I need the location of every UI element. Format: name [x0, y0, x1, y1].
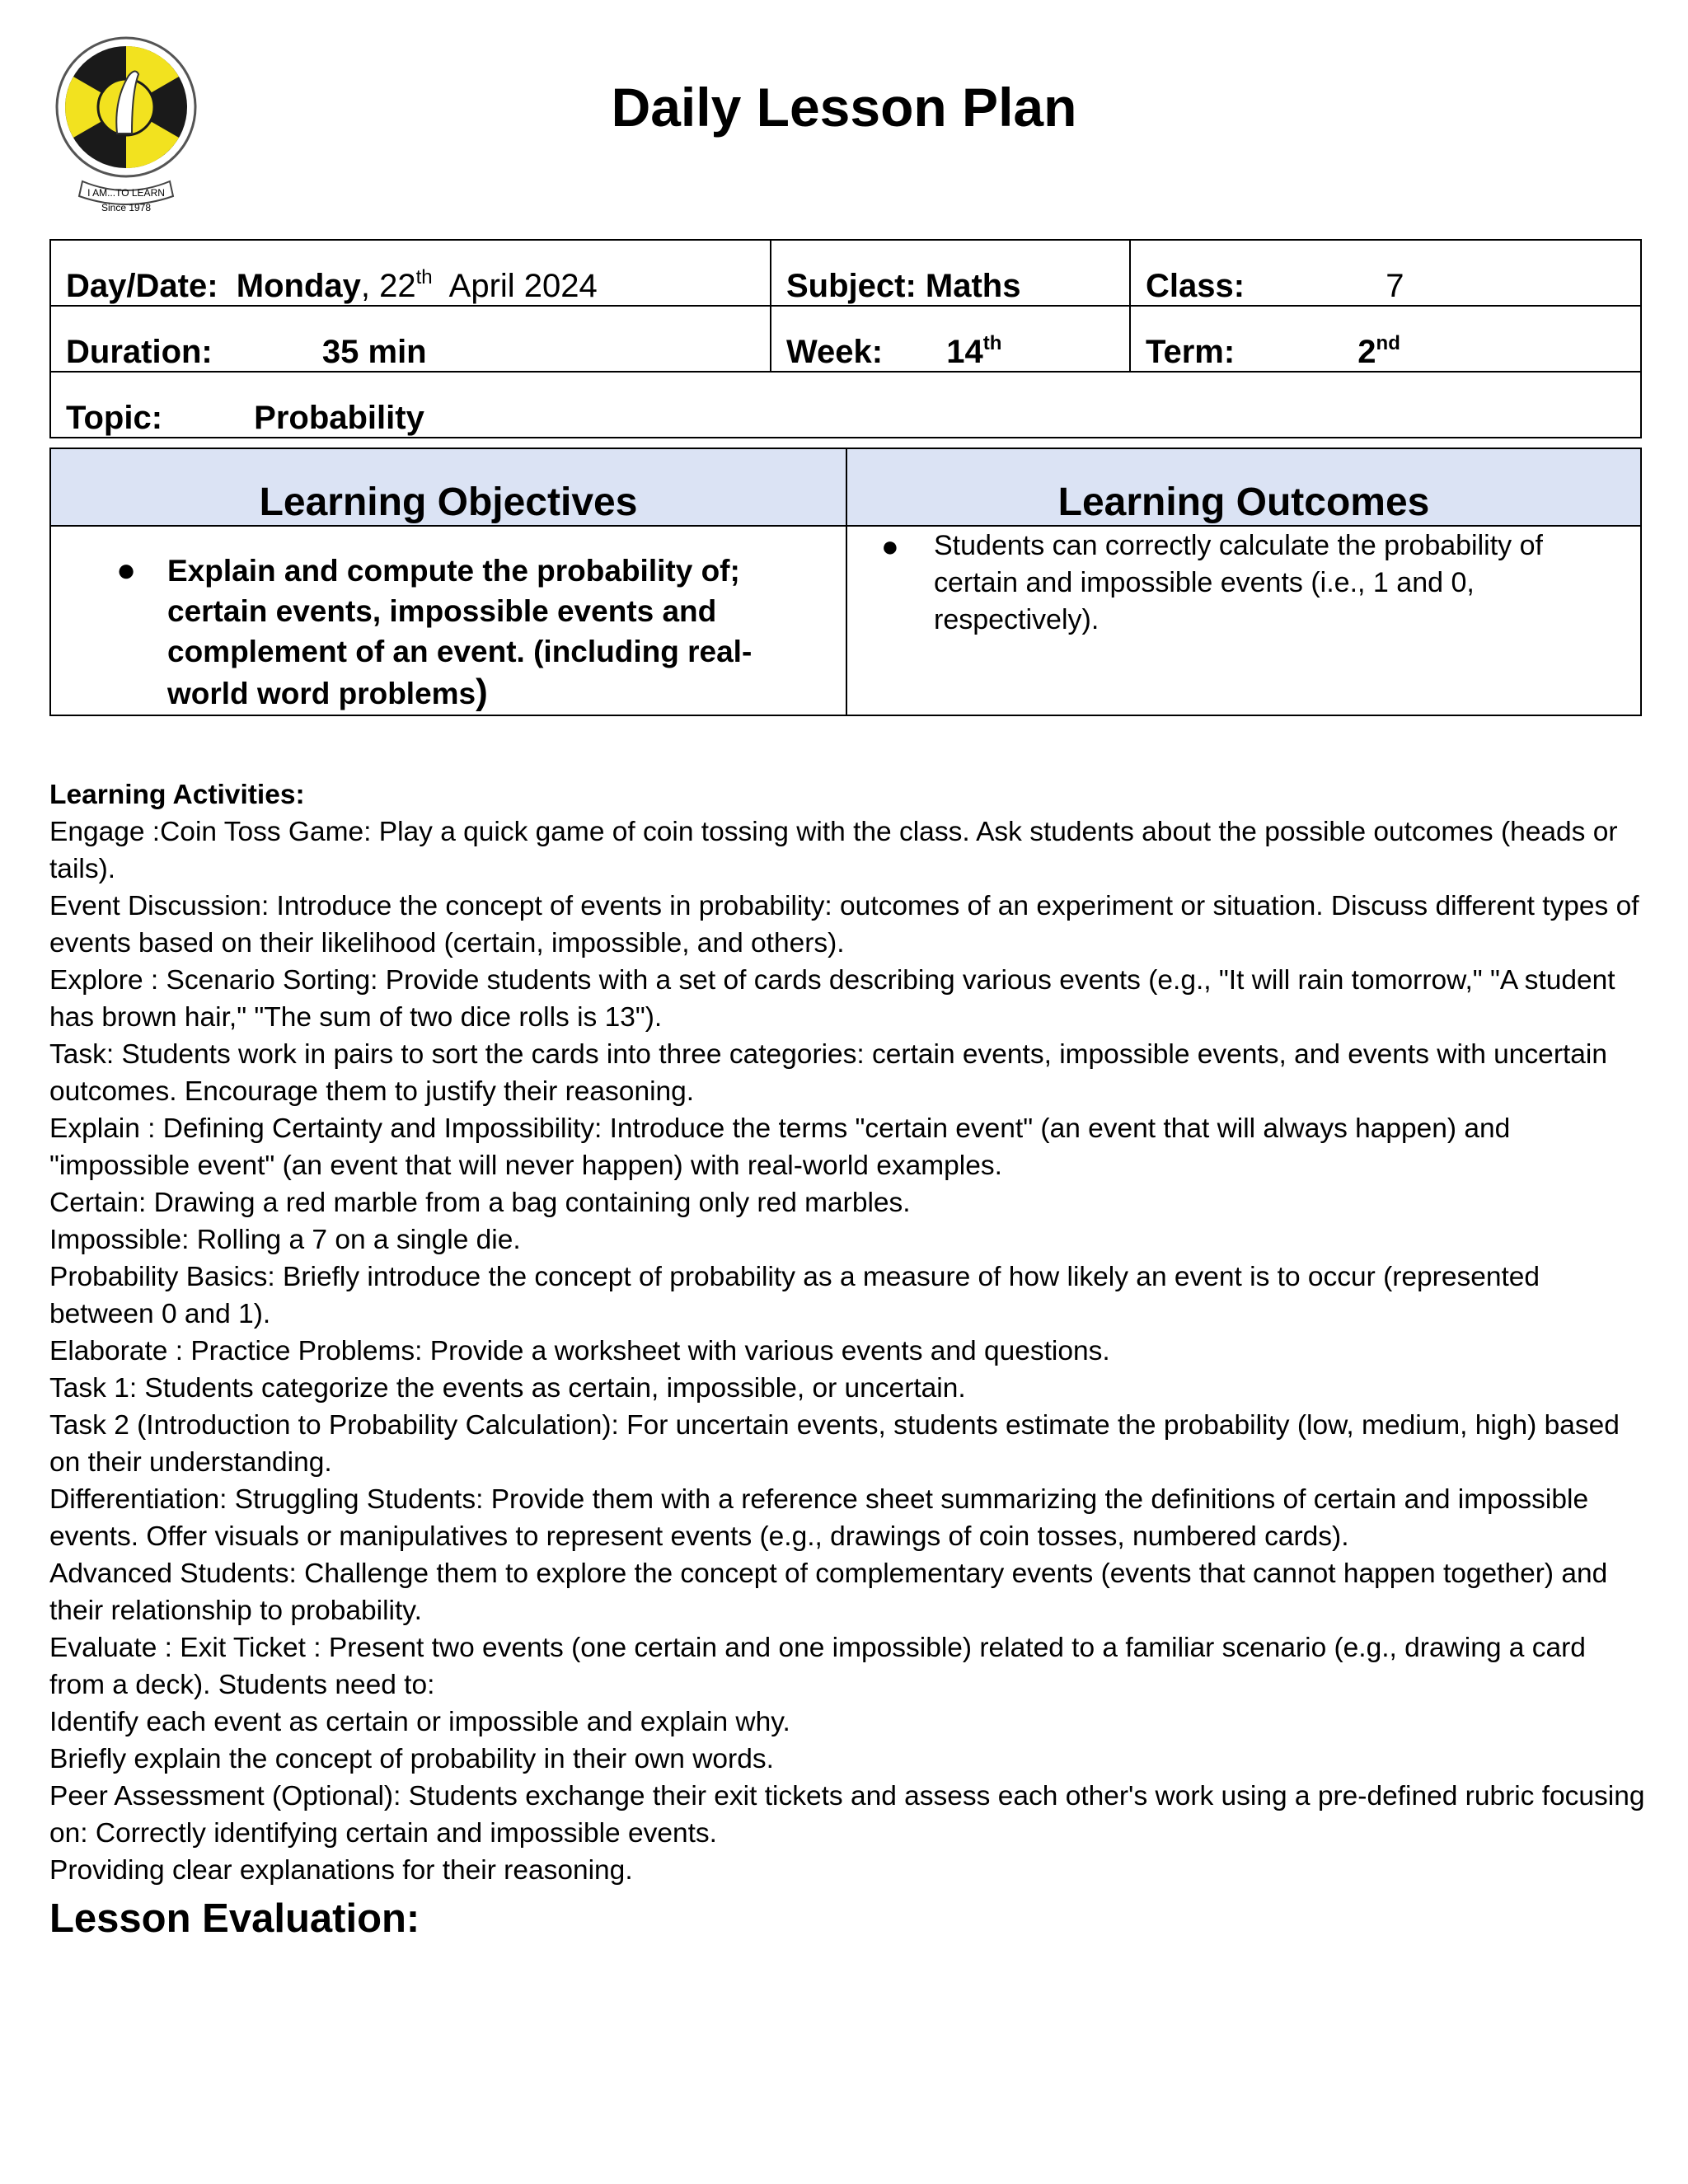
- duration-label: Duration:: [66, 334, 213, 370]
- topic-label: Topic:: [66, 400, 163, 436]
- outcome-item: [848, 527, 1639, 639]
- activity-line: Task 1: Students categorize the events as certain, impossible, or uncertain.: [49, 1373, 966, 1404]
- week-cell: [771, 306, 1130, 372]
- objective-paren: ): [476, 672, 488, 712]
- duration-cell: [50, 306, 771, 372]
- activity-line: Event Discussion: Introduce the concept of events in probability: outcomes of an experiment or situation. Discuss different types of events based on their likelihood (certain, impossible, and others).: [49, 891, 1639, 958]
- activity-line: Peer Assessment (Optional): Students exchange their exit tickets and assess each other's work using a pre-defined rubric focusing on: Correctly identifying certain and impossible events.: [49, 1781, 1645, 1849]
- activity-line: Explore : Scenario Sorting: Provide students with a set of cards describing various events (e.g., "It will rain tomorrow," "A student has brown hair," "The sum of two dice rolls is 13").: [49, 965, 1615, 1033]
- subject-cell: Subject: Maths: [771, 240, 1130, 306]
- objectives-outcomes-table: [49, 448, 1642, 716]
- week-suffix: th: [982, 332, 1002, 354]
- lesson-info-table: [49, 239, 1642, 438]
- activity-line: Impossible: Rolling a 7 on a single die.: [49, 1225, 521, 1255]
- day-value: Monday: [236, 268, 361, 304]
- activity-line: Advanced Students: Challenge them to explore the concept of complementary events (events that cannot happen together) and their relationship to probability.: [49, 1558, 1608, 1626]
- objective-text: Explain and compute the probability of; certain events, impossible events and complement of an event. (including real-world word problems: [167, 554, 753, 710]
- term-label: Term:: [1146, 334, 1236, 370]
- activity-line: Identify each event as certain or impossible and explain why.: [49, 1707, 790, 1737]
- bullet-icon: ●: [116, 552, 137, 588]
- objectives-cell: [50, 526, 846, 715]
- activity-line: Certain: Drawing a red marble from a bag containing only red marbles.: [49, 1188, 911, 1218]
- duration-value: 35 min: [321, 334, 427, 370]
- outcomes-cell: [846, 526, 1641, 715]
- learning-activities: [49, 776, 1648, 1889]
- activity-line: Task: Students work in pairs to sort the cards into three categories: certain events, impossible events, and events with uncertain outcomes. Encourage them to justify their reasoning.: [49, 1039, 1607, 1107]
- topic-value: Probability: [254, 400, 424, 436]
- term-suffix: nd: [1376, 332, 1400, 354]
- day-date-cell: [50, 240, 771, 306]
- activities-heading: Learning Activities:: [49, 780, 305, 810]
- activity-line: Providing clear explanations for their reasoning.: [49, 1855, 633, 1886]
- activity-line: Evaluate : Exit Ticket : Present two events (one certain and one impossible) related to a familiar scenario (e.g., drawing a card from a deck). Students need to:: [49, 1633, 1586, 1700]
- lesson-evaluation-heading: Lesson Evaluation:: [49, 1896, 420, 1941]
- outcome-text: Students can correctly calculate the probability of certain and impossible events (i.e., 1 and 0, respectively).: [934, 530, 1543, 635]
- page-title: Daily Lesson Plan: [611, 77, 1077, 138]
- outcomes-header: Learning Outcomes: [846, 448, 1641, 526]
- week-value: 14: [946, 334, 983, 370]
- class-value: 7: [1386, 268, 1404, 304]
- date-month-year: April 2024: [448, 268, 598, 304]
- week-label: Week:: [786, 334, 884, 370]
- bullet-icon: ●: [881, 529, 899, 563]
- activity-line: Engage :Coin Toss Game: Play a quick game of coin tossing with the class. Ask students about the possible outcomes (heads or tails).: [49, 817, 1618, 884]
- activity-line: Differentiation: Struggling Students: Provide them with a reference sheet summarizing the definitions of certain and impossible events. Offer visuals or manipulatives to represent events (e.g., drawings of coin tosses, numbered cards).: [49, 1484, 1589, 1552]
- activity-line: Explain : Defining Certainty and Impossibility: Introduce the terms "certain event" (an event that will always happen) and "impossible event" (an event that will never happen) with real-world examples.: [49, 1113, 1511, 1181]
- day-date-label: Day/Date:: [66, 268, 218, 304]
- logo-since: Since 1978: [101, 202, 152, 213]
- class-cell: [1130, 240, 1641, 306]
- date-day: , 22: [360, 268, 416, 304]
- activity-line: Elaborate : Practice Problems: Provide a worksheet with various events and questions.: [49, 1336, 1110, 1366]
- topic-cell: [50, 372, 1641, 438]
- objectives-header: Learning Objectives: [50, 448, 846, 526]
- activity-line: Task 2 (Introduction to Probability Calculation): For uncertain events, students estimate the probability (low, medium, high) based on their understanding.: [49, 1410, 1620, 1478]
- activity-line: Briefly explain the concept of probability in their own words.: [49, 1744, 774, 1774]
- class-label: Class:: [1146, 268, 1245, 304]
- term-cell: [1130, 306, 1641, 372]
- date-suffix: th: [415, 266, 433, 288]
- activity-line: Probability Basics: Briefly introduce the concept of probability as a measure of how likely an event is to occur (represented between 0 and 1).: [49, 1262, 1540, 1329]
- objective-item: [52, 527, 845, 714]
- term-value: 2: [1357, 334, 1376, 370]
- logo-motto: I AM...TO LEARN: [87, 187, 165, 199]
